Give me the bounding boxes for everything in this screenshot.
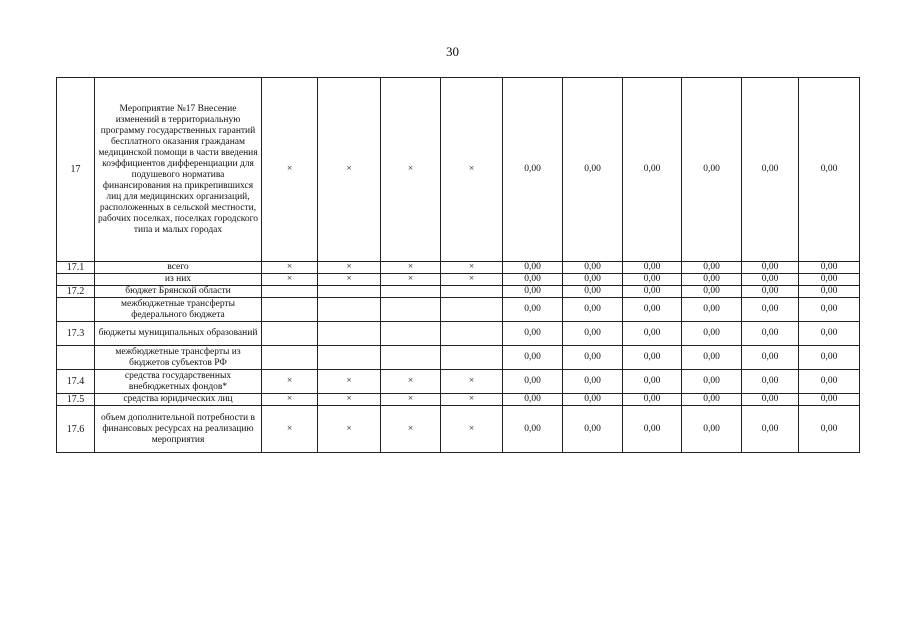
value-cell: 0,00 [682, 370, 742, 394]
value-cell: 0,00 [799, 406, 860, 453]
value-cell: 0,00 [503, 370, 563, 394]
mark-cell: × [262, 406, 318, 453]
mark-cell [441, 322, 503, 346]
row-description: средства государственных внебюджетных фондов* [95, 370, 262, 394]
value-cell: 0,00 [682, 406, 742, 453]
value-cell: 0,00 [799, 274, 860, 286]
mark-cell [441, 298, 503, 322]
value-cell: 0,00 [623, 346, 682, 370]
mark-cell [262, 286, 318, 298]
value-cell: 0,00 [799, 298, 860, 322]
value-cell: 0,00 [623, 370, 682, 394]
mark-cell: × [381, 394, 441, 406]
row-description: средства юридических лиц [95, 394, 262, 406]
value-cell: 0,00 [503, 406, 563, 453]
mark-cell: × [381, 370, 441, 394]
mark-cell: × [441, 274, 503, 286]
value-cell: 0,00 [742, 346, 799, 370]
mark-cell: × [381, 274, 441, 286]
row-description: всего [95, 262, 262, 274]
value-cell: 0,00 [799, 346, 860, 370]
value-cell: 0,00 [742, 406, 799, 453]
value-cell: 0,00 [799, 286, 860, 298]
table-row [57, 406, 860, 453]
value-cell: 0,00 [742, 370, 799, 394]
mark-cell: × [318, 274, 381, 286]
row-number: 17.4 [57, 370, 95, 394]
value-cell: 0,00 [682, 78, 742, 262]
mark-cell [318, 322, 381, 346]
value-cell: 0,00 [682, 262, 742, 274]
row-number: 17.2 [57, 286, 95, 298]
row-number [57, 298, 95, 322]
value-cell: 0,00 [742, 394, 799, 406]
row-number: 17.1 [57, 262, 95, 274]
row-description: межбюджетные трансферты федерального бюджета [95, 298, 262, 322]
mark-cell: × [262, 370, 318, 394]
value-cell: 0,00 [623, 262, 682, 274]
value-cell: 0,00 [563, 262, 623, 274]
mark-cell [381, 298, 441, 322]
mark-cell: × [318, 262, 381, 274]
row-number [57, 274, 95, 286]
row-number: 17 [57, 78, 95, 262]
row-number [57, 346, 95, 370]
mark-cell [381, 286, 441, 298]
value-cell: 0,00 [503, 262, 563, 274]
value-cell: 0,00 [799, 394, 860, 406]
mark-cell: × [262, 274, 318, 286]
value-cell: 0,00 [563, 274, 623, 286]
value-cell: 0,00 [623, 274, 682, 286]
value-cell: 0,00 [563, 322, 623, 346]
value-cell: 0,00 [682, 298, 742, 322]
mark-cell: × [318, 406, 381, 453]
value-cell: 0,00 [503, 78, 563, 262]
value-cell: 0,00 [799, 78, 860, 262]
value-cell: 0,00 [799, 370, 860, 394]
table-row [57, 298, 860, 322]
table-row [57, 274, 860, 286]
value-cell: 0,00 [503, 346, 563, 370]
row-description: бюджет Брянской области [95, 286, 262, 298]
mark-cell: × [381, 262, 441, 274]
value-cell: 0,00 [563, 286, 623, 298]
value-cell: 0,00 [563, 78, 623, 262]
table-row [57, 346, 860, 370]
mark-cell: × [262, 78, 318, 262]
value-cell: 0,00 [742, 322, 799, 346]
row-number: 17.6 [57, 406, 95, 453]
mark-cell: × [441, 406, 503, 453]
mark-cell: × [318, 78, 381, 262]
budget-table [56, 77, 860, 453]
row-description: межбюджетные трансферты из бюджетов субъектов РФ [95, 346, 262, 370]
mark-cell: × [441, 370, 503, 394]
value-cell: 0,00 [623, 78, 682, 262]
mark-cell: × [381, 78, 441, 262]
table-row [57, 322, 860, 346]
value-cell: 0,00 [623, 286, 682, 298]
mark-cell [318, 286, 381, 298]
value-cell: 0,00 [503, 274, 563, 286]
mark-cell [381, 322, 441, 346]
row-number: 17.5 [57, 394, 95, 406]
value-cell: 0,00 [682, 346, 742, 370]
value-cell: 0,00 [742, 286, 799, 298]
value-cell: 0,00 [742, 262, 799, 274]
mark-cell: × [262, 394, 318, 406]
value-cell: 0,00 [799, 262, 860, 274]
mark-cell [441, 346, 503, 370]
value-cell: 0,00 [682, 286, 742, 298]
table-row [57, 370, 860, 394]
table-row [57, 78, 860, 262]
value-cell: 0,00 [503, 322, 563, 346]
row-number: 17.3 [57, 322, 95, 346]
value-cell: 0,00 [563, 298, 623, 322]
mark-cell: × [441, 262, 503, 274]
value-cell: 0,00 [742, 274, 799, 286]
value-cell: 0,00 [682, 274, 742, 286]
value-cell: 0,00 [563, 394, 623, 406]
mark-cell [318, 346, 381, 370]
mark-cell: × [318, 370, 381, 394]
value-cell: 0,00 [742, 298, 799, 322]
mark-cell: × [262, 262, 318, 274]
value-cell: 0,00 [503, 298, 563, 322]
value-cell: 0,00 [563, 370, 623, 394]
value-cell: 0,00 [503, 394, 563, 406]
mark-cell [262, 322, 318, 346]
value-cell: 0,00 [682, 322, 742, 346]
value-cell: 0,00 [799, 322, 860, 346]
table-row [57, 262, 860, 274]
table-row [57, 394, 860, 406]
mark-cell [381, 346, 441, 370]
value-cell: 0,00 [563, 406, 623, 453]
mark-cell [262, 298, 318, 322]
value-cell: 0,00 [623, 394, 682, 406]
mark-cell: × [441, 78, 503, 262]
row-description: бюджеты муниципальных образований [95, 322, 262, 346]
row-description: Мероприятие №17 Внесение изменений в территориальную программу государственных гарантий бесплатного оказания гражданам медицинской помощи в части введения коэффициентов дифференциации для подушевого норматива финансирования на прикрепившихся лиц для медицинских организаций, расположенных в сельской местности, рабочих поселках, поселках городского типа и малых городах [95, 78, 262, 262]
table-row [57, 286, 860, 298]
value-cell: 0,00 [623, 298, 682, 322]
row-description: объем дополнительной потребности в финансовых ресурсах на реализацию мероприятия [95, 406, 262, 453]
row-description: из них [95, 274, 262, 286]
mark-cell [318, 298, 381, 322]
mark-cell [441, 286, 503, 298]
value-cell: 0,00 [503, 286, 563, 298]
value-cell: 0,00 [623, 322, 682, 346]
mark-cell [262, 346, 318, 370]
mark-cell: × [381, 406, 441, 453]
value-cell: 0,00 [742, 78, 799, 262]
mark-cell: × [441, 394, 503, 406]
page-number: 30 [446, 44, 459, 59]
value-cell: 0,00 [623, 406, 682, 453]
value-cell: 0,00 [682, 394, 742, 406]
table-body [57, 78, 860, 453]
mark-cell: × [318, 394, 381, 406]
value-cell: 0,00 [563, 346, 623, 370]
